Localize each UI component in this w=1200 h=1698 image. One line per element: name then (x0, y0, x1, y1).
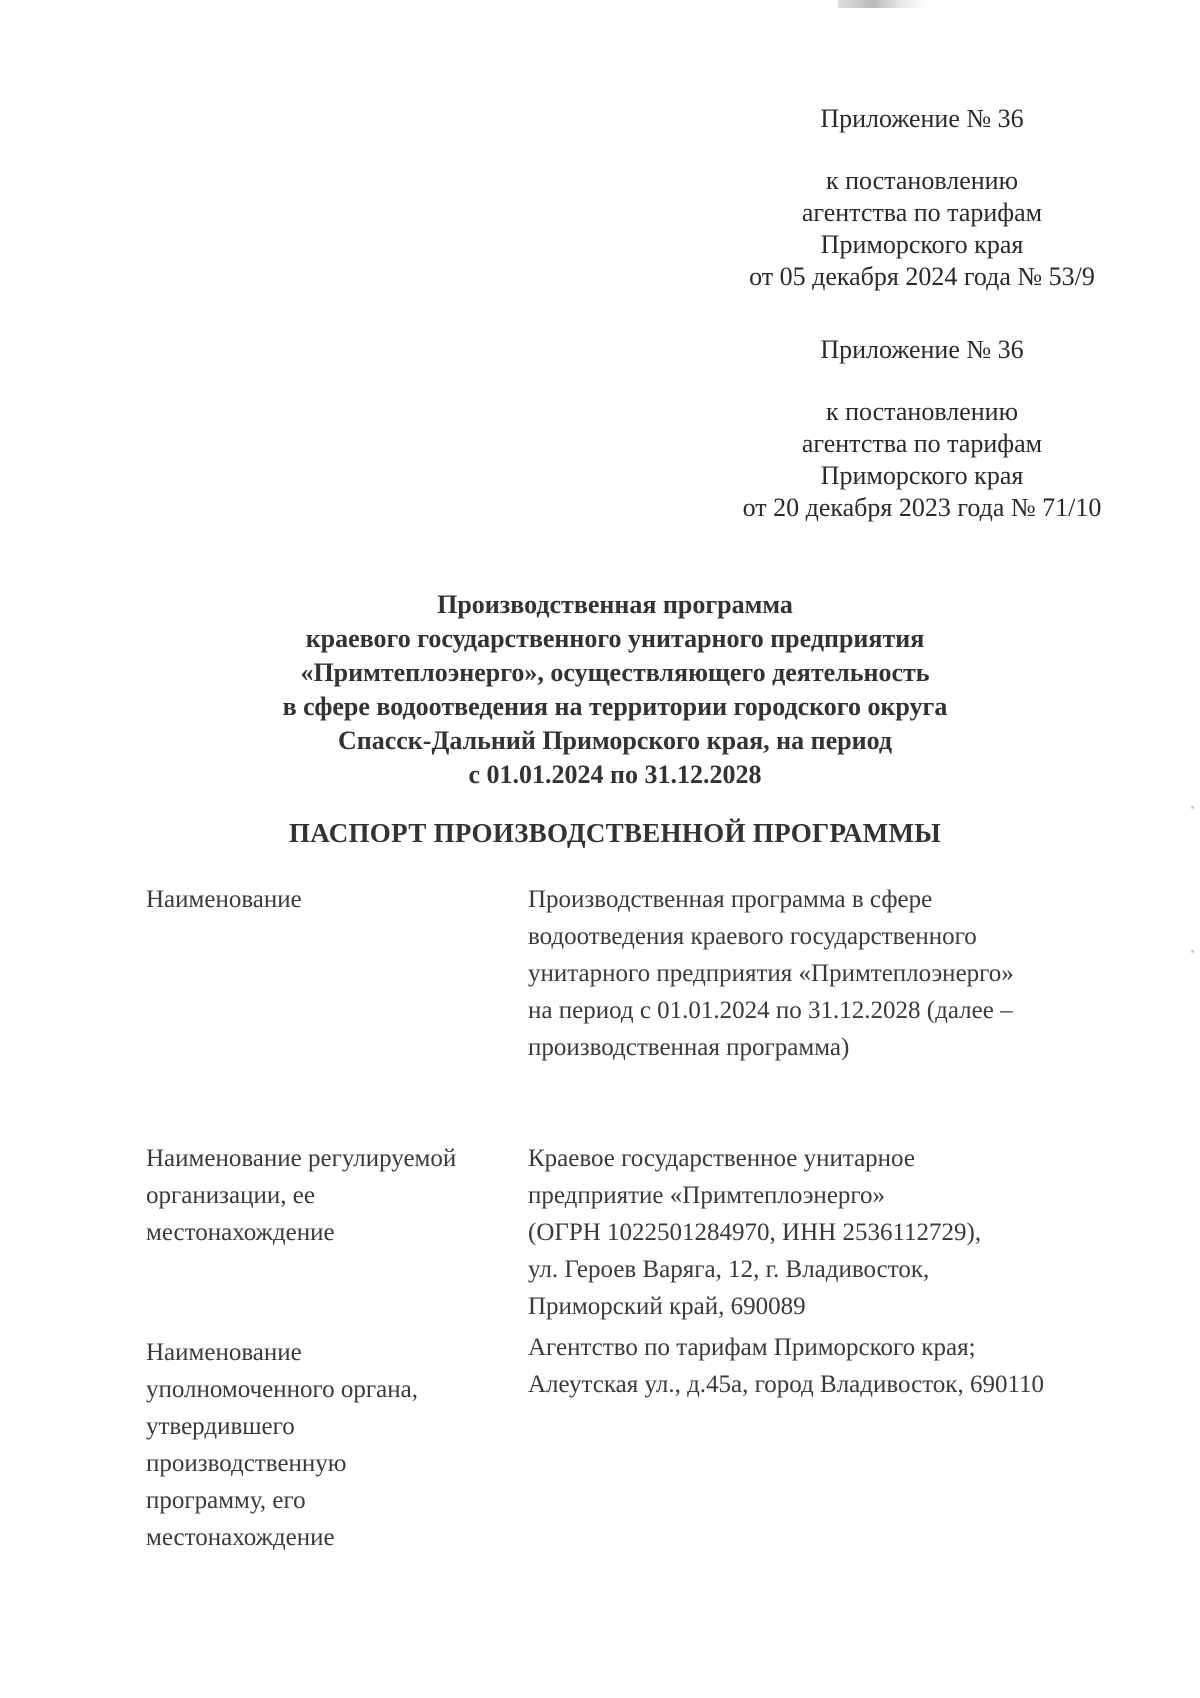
value-line: (ОГРН 1022501284970, ИНН 2536112729), (528, 1219, 982, 1246)
title-line: в сфере водоотведения на территории городского округа (282, 692, 948, 721)
stamp-line: агентства по тарифам (801, 429, 1043, 458)
value-line: на период с 01.01.2024 по 31.12.2028 (далее – (528, 997, 1013, 1024)
value-line: предприятие «Примтеплоэнерго» (528, 1182, 886, 1209)
row-value-name (528, 881, 1128, 1066)
value-line: производственная программа) (528, 1034, 850, 1061)
title-line: «Примтеплоэнерго», осуществляющего деятельность (300, 658, 930, 687)
label-line: Наименование (146, 886, 302, 913)
stamp-line: агентства по тарифам (801, 198, 1043, 227)
scan-dot (1191, 950, 1194, 953)
label-line: производственную (146, 1450, 347, 1477)
title-line: Спасск-Дальний Приморского края, на период (337, 726, 893, 755)
stamp-line: от 20 декабря 2023 года № 71/10 (742, 493, 1102, 522)
label-line: местонахождение (146, 1524, 335, 1551)
appendix-number: Приложение № 36 (820, 104, 1024, 133)
stamp-line: к постановлению (825, 397, 1019, 426)
label-line: уполномоченного органа, (146, 1376, 418, 1403)
title-line: с 01.01.2024 по 31.12.2028 (468, 760, 762, 789)
value-line: водоотведения краевого государственного (528, 923, 977, 950)
row-value-organization (528, 1140, 1128, 1325)
row-label-name (146, 881, 506, 918)
title-line: Производственная программа (437, 590, 793, 619)
row-label-authority (146, 1334, 506, 1556)
row-value-authority (528, 1329, 1128, 1403)
value-line: Агентство по тарифам Приморского края; (528, 1334, 976, 1361)
title-line: краевого государственного унитарного предприятия (305, 624, 925, 653)
appendix-stamp-current (712, 103, 1132, 293)
document-title (200, 588, 1030, 792)
label-line: Наименование регулируемой (146, 1145, 457, 1172)
label-line: организации, ее (146, 1182, 315, 1209)
label-line: утвердившего (146, 1413, 295, 1440)
value-line: ул. Героев Варяга, 12, г. Владивосток, (528, 1256, 930, 1283)
value-line: Производственная программа в сфере (528, 886, 933, 913)
scan-dot (1191, 806, 1194, 809)
value-line: Приморский край, 690089 (528, 1293, 806, 1320)
scan-artifact (838, 0, 928, 8)
value-line: унитарного предприятия «Примтеплоэнерго» (528, 960, 1014, 987)
stamp-line: Приморского края (820, 230, 1024, 259)
value-line: Краевое государственное унитарное (528, 1145, 915, 1172)
label-line: местонахождение (146, 1219, 335, 1246)
label-line: программу, его (146, 1487, 306, 1514)
stamp-line: к постановлению (825, 166, 1019, 195)
stamp-line: Приморского края (820, 461, 1024, 490)
passport-heading: ПАСПОРТ ПРОИЗВОДСТВЕННОЙ ПРОГРАММЫ (288, 818, 942, 848)
stamp-line: от 05 декабря 2024 года № 53/9 (749, 262, 1095, 291)
value-line: Алеутская ул., д.45а, город Владивосток, 690110 (528, 1371, 1045, 1398)
appendix-number: Приложение № 36 (820, 335, 1024, 364)
row-label-organization (146, 1140, 506, 1251)
appendix-stamp-previous (712, 334, 1132, 524)
label-line: Наименование (146, 1339, 302, 1366)
